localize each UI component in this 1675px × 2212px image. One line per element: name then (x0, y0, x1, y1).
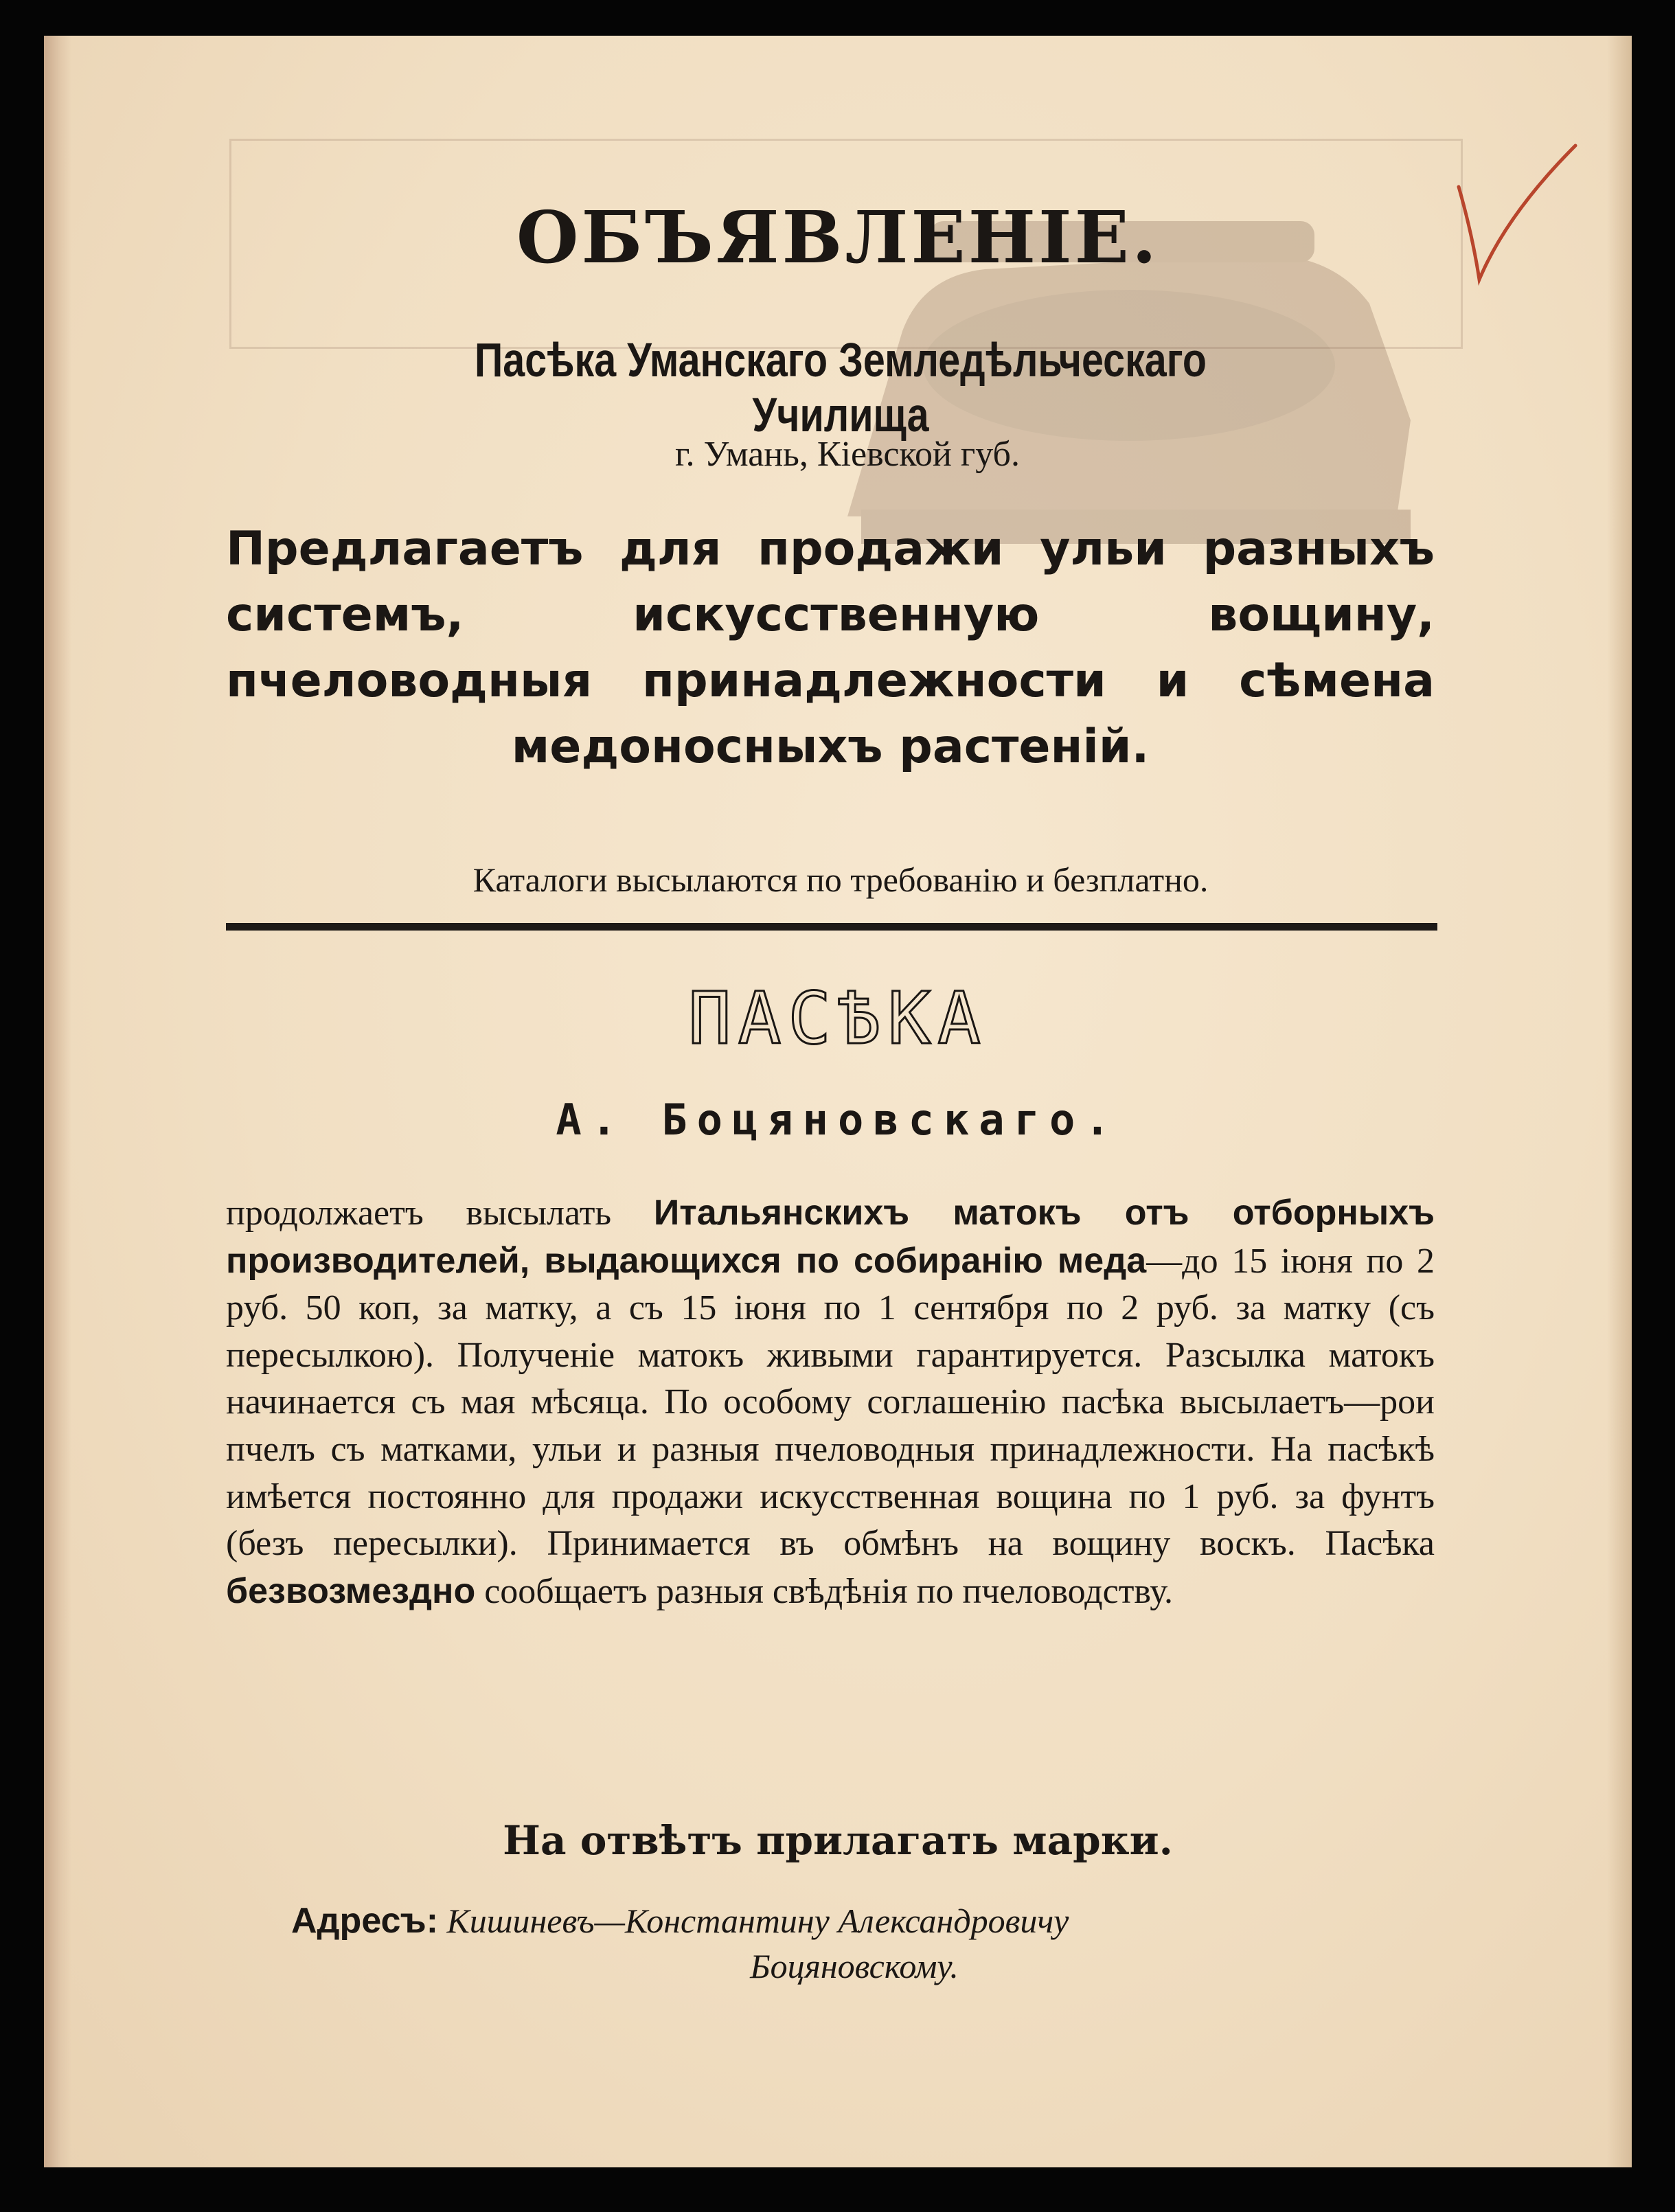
apiary-name: Пасѣка Уманскаго Земледѣльческаго Училища (475, 333, 1207, 442)
body-bold-free: безвозмездно (226, 1571, 476, 1611)
body-text-end: сообщаетъ разныя свѣдѣнія по пчеловодству. (484, 1571, 1173, 1611)
reply-stamps-note: На отвѣтъ прилагать марки. (503, 1817, 1173, 1864)
second-ad-body (226, 1189, 1435, 1615)
body-lead: продолжаетъ высылать (226, 1194, 612, 1233)
second-ad-title: ПАСѢКА (688, 977, 988, 1060)
address-block (291, 1898, 1390, 1989)
address-line-1: Кишиневъ—Константину Александровичу (446, 1902, 1069, 1940)
catalog-note: Каталоги высылаются по требованію и безплатно. (472, 860, 1209, 899)
second-ad-owner: А. Боцяновскаго. (556, 1095, 1120, 1145)
apiary-location: г. Умань, Кіевской губ. (675, 435, 1020, 474)
section-divider (226, 923, 1437, 931)
scanned-page (44, 36, 1632, 2167)
address-label: Адресъ: (291, 1901, 439, 1941)
address-line-2: Боцяновскому. (750, 1947, 959, 1985)
offer-paragraph: Предлагаетъ для продажи ульи разныхъ системъ, искусственную вощину, пчеловодныя принадлежности и сѣмена медоносныхъ растеній. (226, 522, 1435, 774)
body-text-prices: —до 15 іюня по 2 руб. 50 коп, за матку, а съ 15 іюня по 1 сентября по 2 руб. за матку (съ пересылкою). Полученіе матокъ живыми гарантируется. Разсылка матокъ начинается съ мая мѣсяца. По особому соглашенію пасѣка высылаетъ—рои пчелъ съ матками, ульи и разныя пчеловодныя принадлежности. На пасѣкѣ имѣется постоянно для продажи искусственная вощина по 1 руб. за фунтъ (безъ пересылки). Принимается въ обмѣнъ на вощину воскъ. Пасѣка (226, 1241, 1435, 1564)
announcement-title: ОБЪЯВЛЕНІЕ. (516, 195, 1160, 280)
body-bold-queens: Итальянскихъ матокъ отъ отборныхъ производителей, выдающихся по собиранію меда (226, 1193, 1435, 1281)
